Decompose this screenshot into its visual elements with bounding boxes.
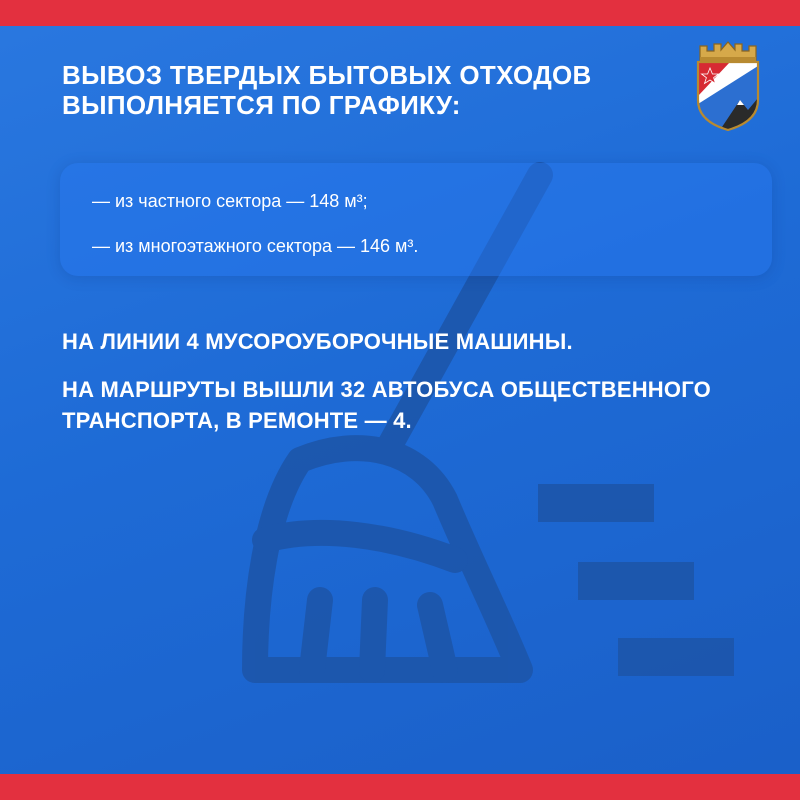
garbage-trucks-statement: НА ЛИНИИ 4 МУСОРОУБОРОЧНЫЕ МАШИНЫ.: [62, 329, 573, 354]
schedule-box: [60, 163, 772, 276]
city-coat-of-arms-icon: [690, 38, 766, 132]
schedule-item-apartment: — из многоэтажного сектора — 146 м³.: [92, 236, 419, 256]
buses-statement: НА МАРШРУТЫ ВЫШЛИ 32 АВТОБУСА ОБЩЕСТВЕННОГО ТРАНСПОРТА, В РЕМОНТЕ — 4.: [62, 377, 711, 433]
page-title: ВЫВОЗ ТВЕРДЫХ БЫТОВЫХ ОТХОДОВ ВЫПОЛНЯЕТСЯ ПО ГРАФИКУ:: [62, 60, 592, 120]
schedule-item-private: — из частного сектора — 148 м³;: [92, 191, 368, 211]
